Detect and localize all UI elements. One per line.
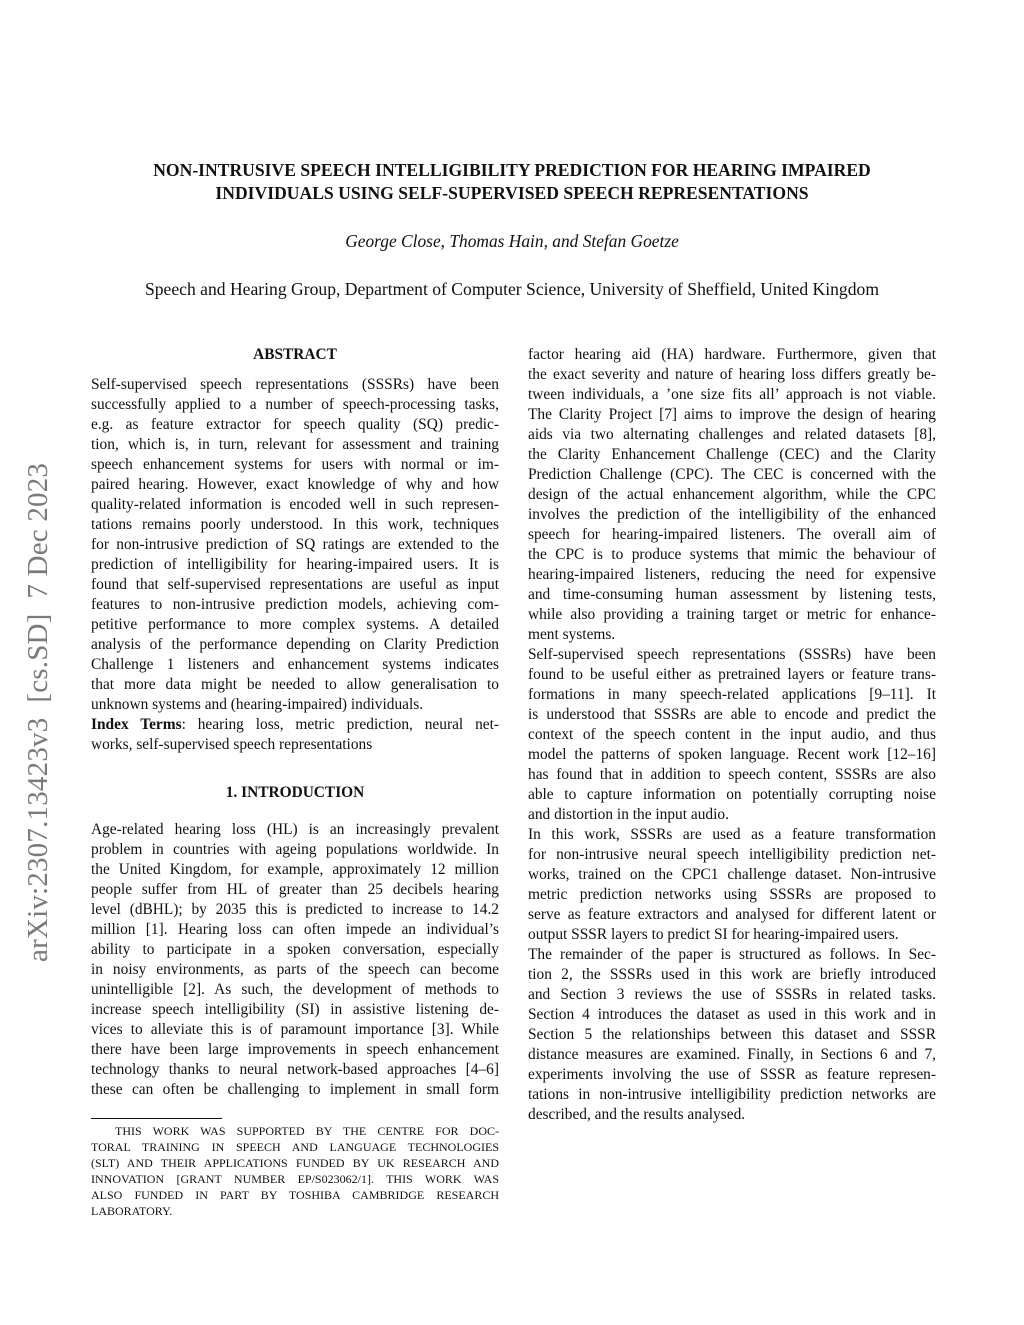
text-line: experiments involving the use of SSSR as feature represen-	[528, 1066, 936, 1083]
text-line: hearing-impaired listeners, reducing the need for expensive	[528, 566, 936, 583]
text-line: involves the prediction of the intelligibility of the enhanced	[528, 506, 936, 523]
right-column	[528, 345, 936, 1125]
text-line: and Section 3 reviews the use of SSSRs in related tasks.	[528, 986, 936, 1003]
text-line: unintelligible [2]. As such, the development of methods to	[91, 981, 499, 998]
text-line: Challenge 1 listeners and enhancement systems indicates	[91, 656, 499, 673]
text-line: described, and the results analysed.	[528, 1106, 746, 1123]
text-line: features to non-intrusive prediction models, achieving com-	[91, 596, 499, 613]
text-line: context of the speech content in the input audio, and thus	[528, 726, 936, 743]
index-terms-label: Index Terms	[91, 716, 182, 733]
text-line: people suffer from HL of greater than 25 decibels hearing	[91, 881, 499, 898]
text-line: serve as feature extractors and analysed for different latent or	[528, 906, 936, 923]
text-line: Prediction Challenge (CPC). The CEC is concerned with the	[528, 466, 936, 483]
text-line: vices to alleviate this is of paramount importance [3]. While	[91, 1021, 499, 1038]
text-line: prediction of intelligibility for hearing-impaired users. It is	[91, 556, 499, 573]
text-line: tion 2, the SSSRs used in this work are briefly introduced	[528, 966, 936, 983]
abstract-heading: ABSTRACT	[253, 346, 337, 363]
left-column	[91, 345, 499, 1219]
text-line: found that self-supervised representations are useful as input	[91, 576, 499, 593]
text-line: aids via two alternating challenges and related datasets [8],	[528, 426, 936, 443]
text-line: Self-supervised speech representations (SSSRs) have been	[528, 646, 936, 663]
abstract-body	[91, 375, 499, 715]
intro-paragraph	[91, 820, 499, 1100]
text-line: design of the actual enhancement algorithm, while the CPC	[528, 486, 936, 503]
text-line: the Clarity Enhancement Challenge (CEC) and the Clarity	[528, 446, 936, 463]
text-line: (SLT) AND THEIR APPLICATIONS FUNDED BY UK RESEARCH AND	[91, 1156, 499, 1170]
text-line: paired hearing. However, exact knowledge of why and how	[91, 476, 499, 493]
text-line: analysis of the performance depending on Clarity Prediction	[91, 636, 499, 653]
text-line: Section 5 the relationships between this dataset and SSSR	[528, 1026, 936, 1043]
text-line: formations in many speech-related applications [9–11]. It	[528, 686, 936, 703]
text-line: unknown systems and (hearing-impaired) individuals.	[91, 696, 424, 713]
text-line: tween individuals, a ’one size fits all’ approach is not viable.	[528, 386, 936, 403]
text-line: ALSO FUNDED IN PART BY TOSHIBA CAMBRIDGE RESEARCH	[91, 1188, 499, 1202]
text-line: is understood that SSSRs are able to encode and predict the	[528, 706, 936, 723]
text-line: The remainder of the paper is structured as follows. In Sec-	[528, 946, 936, 963]
text-line: tations remains poorly understood. In this work, techniques	[91, 516, 499, 533]
text-line: output SSSR layers to predict SI for hearing-impaired users.	[528, 926, 899, 943]
text-line: The Clarity Project [7] aims to improve the design of hearing	[528, 406, 936, 423]
text-line: tion, which is, in turn, relevant for assessment and training	[91, 436, 499, 453]
text-line: level (dBHL); by 2035 this is predicted to increase to 14.2	[91, 901, 499, 918]
text-line: In this work, SSSRs are used as a feature transformation	[528, 826, 936, 843]
text-line: there have been large improvements in speech enhancement	[91, 1041, 499, 1058]
text-line: metric prediction networks using SSSRs are proposed to	[528, 886, 936, 903]
index-terms-text: : hearing loss, metric prediction, neural net-	[181, 716, 499, 733]
text-line: model the patterns of spoken language. Recent work [12–16]	[528, 746, 936, 763]
affiliation: Speech and Hearing Group, Department of Computer Science, University of Sheffield, United Kingdom	[144, 279, 880, 299]
text-line: million [1]. Hearing loss can often impede an individual’s	[91, 921, 499, 938]
text-line: problem in countries with ageing populations worldwide. In	[91, 841, 499, 858]
intro-paragraph	[528, 345, 936, 645]
index-terms-line	[91, 715, 499, 735]
text-line: TORAL TRAINING IN SPEECH AND LANGUAGE TECHNOLOGIES	[91, 1140, 499, 1154]
arxiv-identifier-stamp: arXiv:2307.13423v3 [cs.SD] 7 Dec 2023	[22, 462, 54, 962]
text-line: Section 4 introduces the dataset as used in this work and in	[528, 1006, 936, 1023]
section-heading-introduction: 1. INTRODUCTION	[225, 784, 365, 801]
text-line: increase speech intelligibility (SI) in assistive listening de-	[91, 1001, 499, 1018]
text-line: LABORATORY.	[91, 1204, 173, 1218]
text-line: these can often be challenging to implement in small form	[91, 1081, 499, 1098]
intro-paragraph	[528, 825, 936, 945]
text-line: ability to participate in a spoken conversation, especially	[91, 941, 499, 958]
text-line: speech enhancement systems for users with normal or im-	[91, 456, 499, 473]
text-line: quality-related information is encoded well in such represen-	[91, 496, 499, 513]
index-terms-line: works, self-supervised speech representations	[91, 736, 373, 753]
text-line: and distortion in the input audio.	[528, 806, 729, 823]
text-line: Self-supervised speech representations (SSSRs) have been	[91, 376, 499, 393]
text-line: while also providing a training target or metric for enhance-	[528, 606, 936, 623]
title-line: INDIVIDUALS USING SELF-SUPERVISED SPEECH REPRESENTATIONS	[215, 183, 809, 203]
text-line: distance measures are examined. Finally, in Sections 6 and 7,	[528, 1046, 936, 1063]
text-line: ment systems.	[528, 626, 616, 643]
text-line: has found that in addition to speech content, SSSRs are also	[528, 766, 936, 783]
text-line: technology thanks to neural network-based approaches [4–6]	[91, 1061, 499, 1078]
authors: George Close, Thomas Hain, and Stefan Goetze	[345, 231, 679, 251]
text-line: petitive performance to more complex systems. A detailed	[91, 616, 499, 633]
text-line: factor hearing aid (HA) hardware. Furthermore, given that	[528, 346, 936, 363]
text-line: that more data might be needed to allow generalisation to	[91, 676, 499, 693]
text-line: tations in non-intrusive intelligibility prediction networks are	[528, 1086, 936, 1103]
text-line: the exact severity and nature of hearing loss differs greatly be-	[528, 366, 936, 383]
text-line: speech for hearing-impaired listeners. The overall aim of	[528, 526, 936, 543]
paper-title	[0, 159, 1024, 205]
text-line: found to be useful either as pretrained layers or feature trans-	[528, 666, 936, 683]
text-line: for non-intrusive prediction of SQ ratings are extended to the	[91, 536, 499, 553]
footnote-rule	[91, 1118, 222, 1119]
intro-paragraph	[528, 645, 936, 825]
text-line: for non-intrusive neural speech intelligibility prediction net-	[528, 846, 936, 863]
text-line: works, trained on the CPC1 challenge dataset. Non-intrusive	[528, 866, 936, 883]
text-line: in noisy environments, as parts of the speech can become	[91, 961, 499, 978]
text-line: THIS WORK WAS SUPPORTED BY THE CENTRE FOR DOC-	[115, 1124, 499, 1138]
text-line: Age-related hearing loss (HL) is an increasingly prevalent	[91, 821, 499, 838]
intro-paragraph	[528, 945, 936, 1125]
text-line: the CPC is to produce systems that mimic the behaviour of	[528, 546, 936, 563]
title-line: NON-INTRUSIVE SPEECH INTELLIGIBILITY PREDICTION FOR HEARING IMPAIRED	[153, 160, 871, 180]
text-line: able to capture information on potentially corrupting noise	[528, 786, 936, 803]
text-line: the United Kingdom, for example, approximately 12 million	[91, 861, 499, 878]
text-line: successfully applied to a number of speech-processing tasks,	[91, 396, 499, 413]
text-line: INNOVATION [GRANT NUMBER EP/S023062/1]. THIS WORK WAS	[91, 1172, 499, 1186]
text-line: and time-consuming human assessment by listening tests,	[528, 586, 936, 603]
footnote	[91, 1123, 499, 1219]
text-line: e.g. as feature extractor for speech quality (SQ) predic-	[91, 416, 499, 433]
